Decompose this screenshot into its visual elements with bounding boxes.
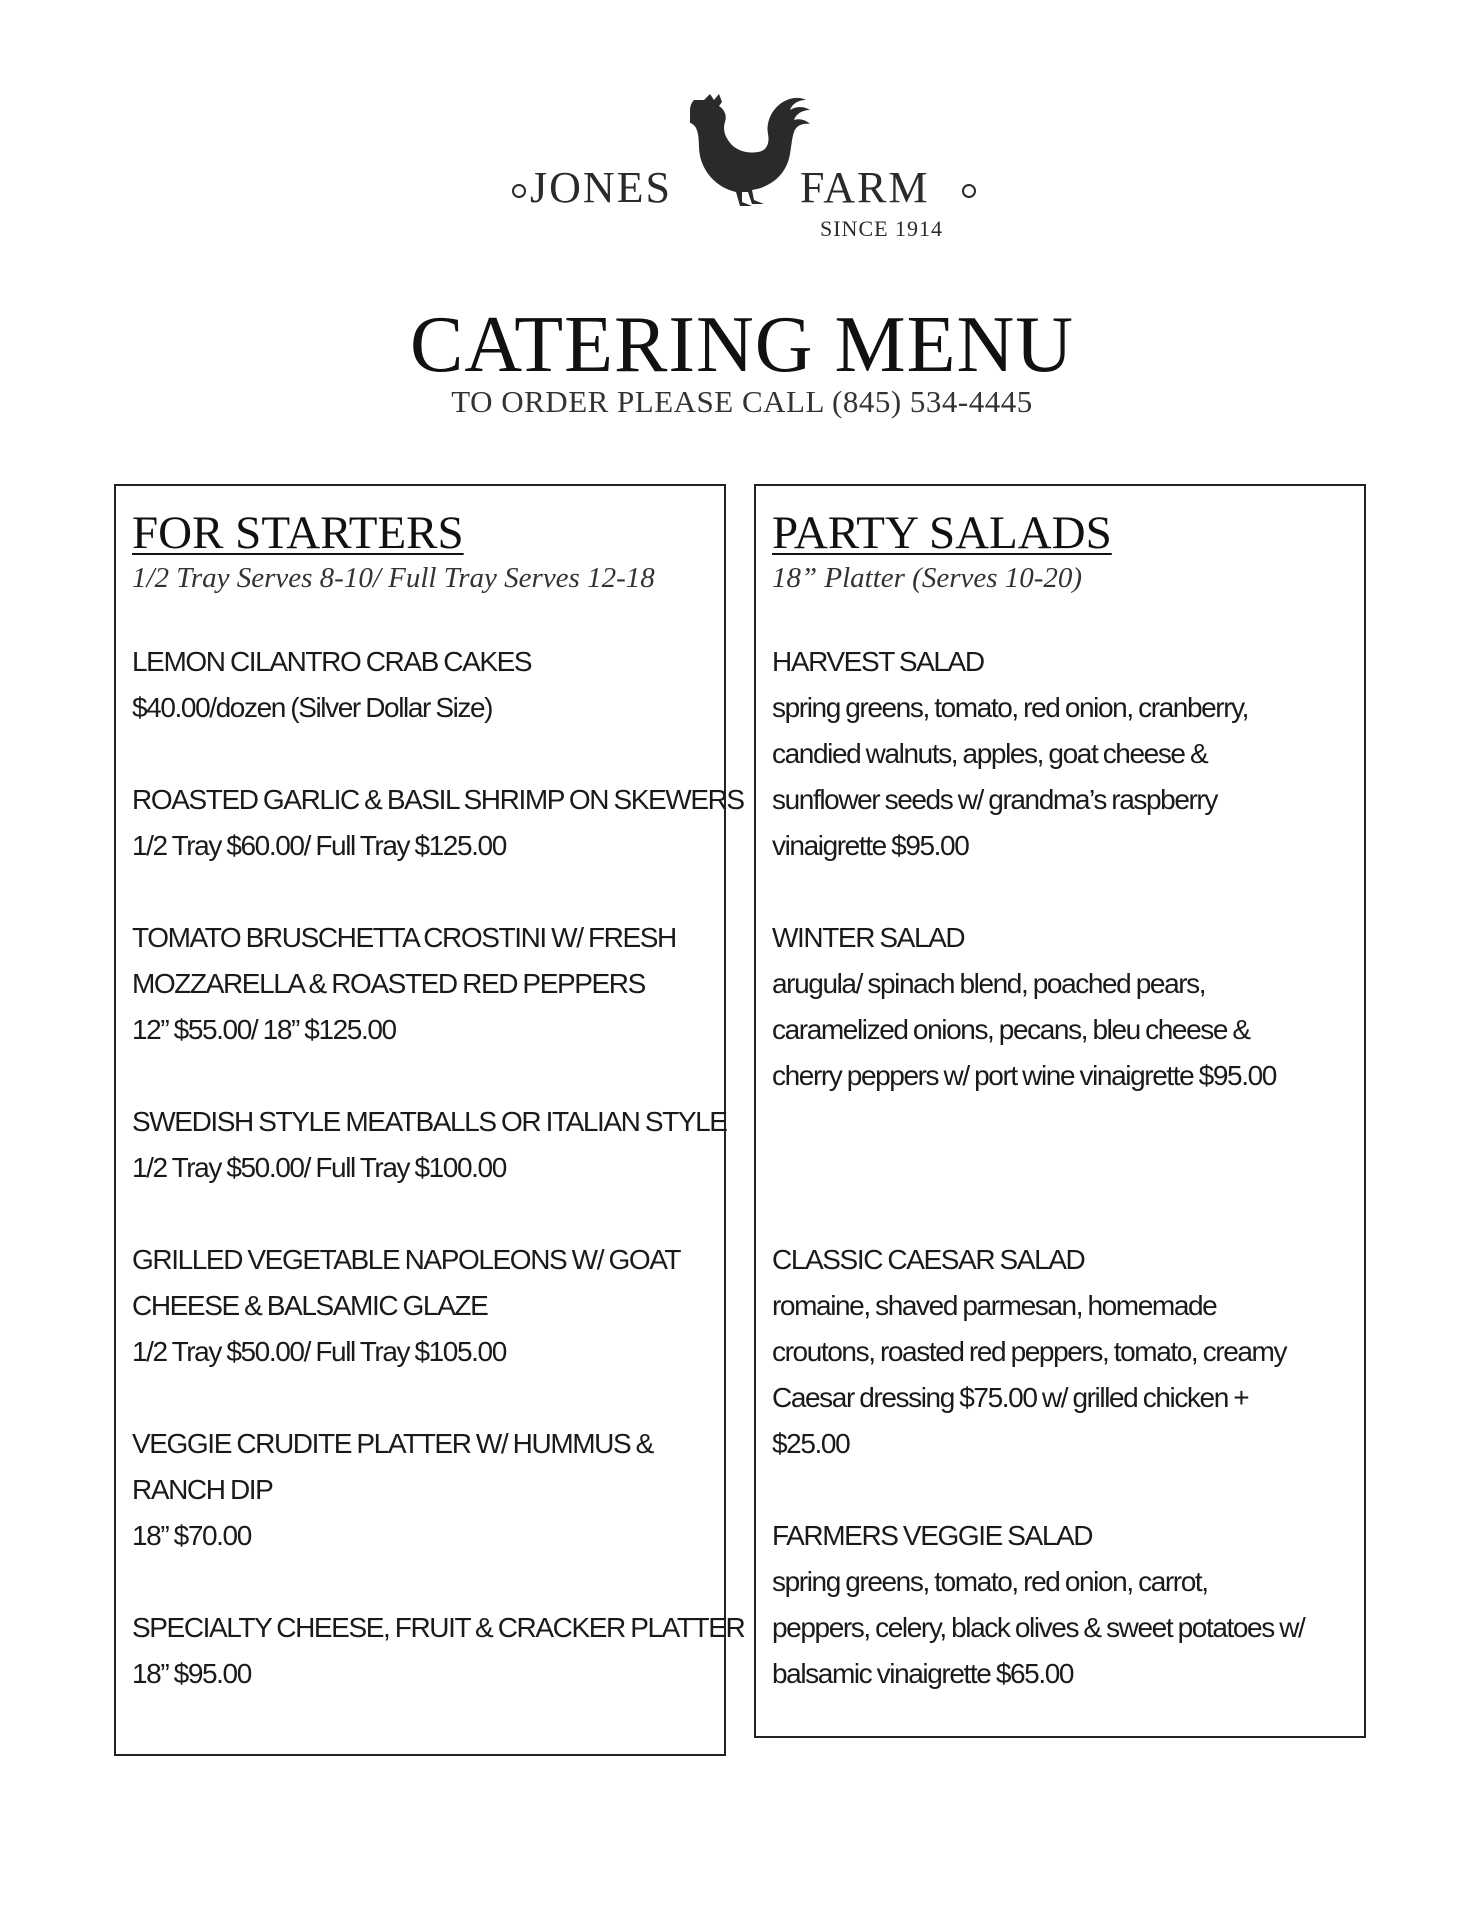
- starters-list: [132, 639, 745, 1743]
- item-line: Caesar dressing $75.00 w/ grilled chicken +: [772, 1382, 1249, 1413]
- rooster-icon: [690, 92, 810, 232]
- item-line: romaine, shaved parmesan, homemade: [772, 1290, 1217, 1321]
- item-line: SPECIALTY CHEESE, FRUIT & CRACKER PLATTER: [132, 1612, 745, 1643]
- item-line: 1/2 Tray $60.00/ Full Tray $125.00: [132, 830, 506, 861]
- menu-item: [772, 639, 1356, 869]
- logo-right-word: FARM: [800, 163, 930, 212]
- item-line: spring greens, tomato, red onion, cranberry,: [772, 692, 1249, 723]
- item-line: HARVEST SALAD: [772, 646, 984, 677]
- item-line: $40.00/dozen (Silver Dollar Size): [132, 692, 493, 723]
- salads-list: [772, 639, 1356, 1743]
- menu-item: [132, 1421, 716, 1559]
- page-title: CATERING MENU: [409, 301, 1075, 389]
- section-heading: FOR STARTERS: [132, 507, 464, 559]
- item-line: GRILLED VEGETABLE NAPOLEONS W/ GOAT: [132, 1244, 681, 1275]
- logo-right-dot: [962, 184, 976, 198]
- item-line: 12” $55.00/ 18” $125.00: [132, 1014, 396, 1045]
- section-serves-note: 1/2 Tray Serves 8-10/ Full Tray Serves 12-18: [132, 562, 655, 594]
- item-line: peppers, celery, black olives & sweet potatoes w/: [772, 1612, 1305, 1643]
- item-line: LEMON CILANTRO CRAB CAKES: [132, 646, 532, 677]
- menu-item: [132, 1099, 727, 1191]
- item-line: balsamic vinaigrette $65.00: [772, 1658, 1074, 1689]
- item-line: SWEDISH STYLE MEATBALLS OR ITALIAN STYLE: [132, 1106, 727, 1137]
- for-starters-section: [114, 484, 745, 1756]
- menu-item: [772, 915, 1356, 1099]
- item-line: ROASTED GARLIC & BASIL SHRIMP ON SKEWERS: [132, 784, 744, 815]
- item-line: caramelized onions, pecans, bleu cheese &: [772, 1014, 1250, 1045]
- item-line: sunflower seeds w/ grandma’s raspberry: [772, 784, 1217, 815]
- item-line: cherry peppers w/ port wine vinaigrette $95.00: [772, 1060, 1276, 1091]
- item-line: FARMERS VEGGIE SALAD: [772, 1520, 1093, 1551]
- item-line: 18” $95.00: [132, 1658, 251, 1689]
- item-line: 1/2 Tray $50.00/ Full Tray $100.00: [132, 1152, 506, 1183]
- item-line: RANCH DIP: [132, 1474, 273, 1505]
- party-salads-section: [754, 484, 1366, 1738]
- menu-item: [132, 915, 716, 1053]
- section-heading: PARTY SALADS: [772, 507, 1112, 559]
- item-line: 18” $70.00: [132, 1520, 251, 1551]
- menu-item: [132, 1237, 716, 1375]
- item-line: vinaigrette $95.00: [772, 830, 969, 861]
- item-line: CHEESE & BALSAMIC GLAZE: [132, 1290, 488, 1321]
- item-line: MOZZARELLA & ROASTED RED PEPPERS: [132, 968, 645, 999]
- menu-item: [132, 1605, 745, 1697]
- item-line: WINTER SALAD: [772, 922, 965, 953]
- logo-left-dot: [512, 184, 526, 198]
- order-phone-line: TO ORDER PLEASE CALL (845) 534-4445: [451, 384, 1033, 419]
- item-line: spring greens, tomato, red onion, carrot,: [772, 1566, 1208, 1597]
- item-line: VEGGIE CRUDITE PLATTER W/ HUMMUS &: [132, 1428, 653, 1459]
- item-line: CLASSIC CAESAR SALAD: [772, 1244, 1085, 1275]
- menu-item: [132, 639, 716, 731]
- item-line: 1/2 Tray $50.00/ Full Tray $105.00: [132, 1336, 506, 1367]
- section-serves-note: 18” Platter (Serves 10-20): [772, 562, 1083, 594]
- item-line: TOMATO BRUSCHETTA CROSTINI W/ FRESH: [132, 922, 676, 953]
- item-line: $25.00: [772, 1428, 850, 1459]
- item-line: arugula/ spinach blend, poached pears,: [772, 968, 1206, 999]
- jones-farm-logo: [500, 92, 1000, 252]
- logo-since: SINCE 1914: [820, 216, 944, 241]
- menu-item: [132, 777, 744, 869]
- menu-item: [772, 1513, 1356, 1697]
- item-line: candied walnuts, apples, goat cheese &: [772, 738, 1208, 769]
- menu-item: [772, 1237, 1356, 1467]
- item-line: croutons, roasted red peppers, tomato, creamy: [772, 1336, 1287, 1367]
- logo-left-word: JONES: [530, 163, 673, 212]
